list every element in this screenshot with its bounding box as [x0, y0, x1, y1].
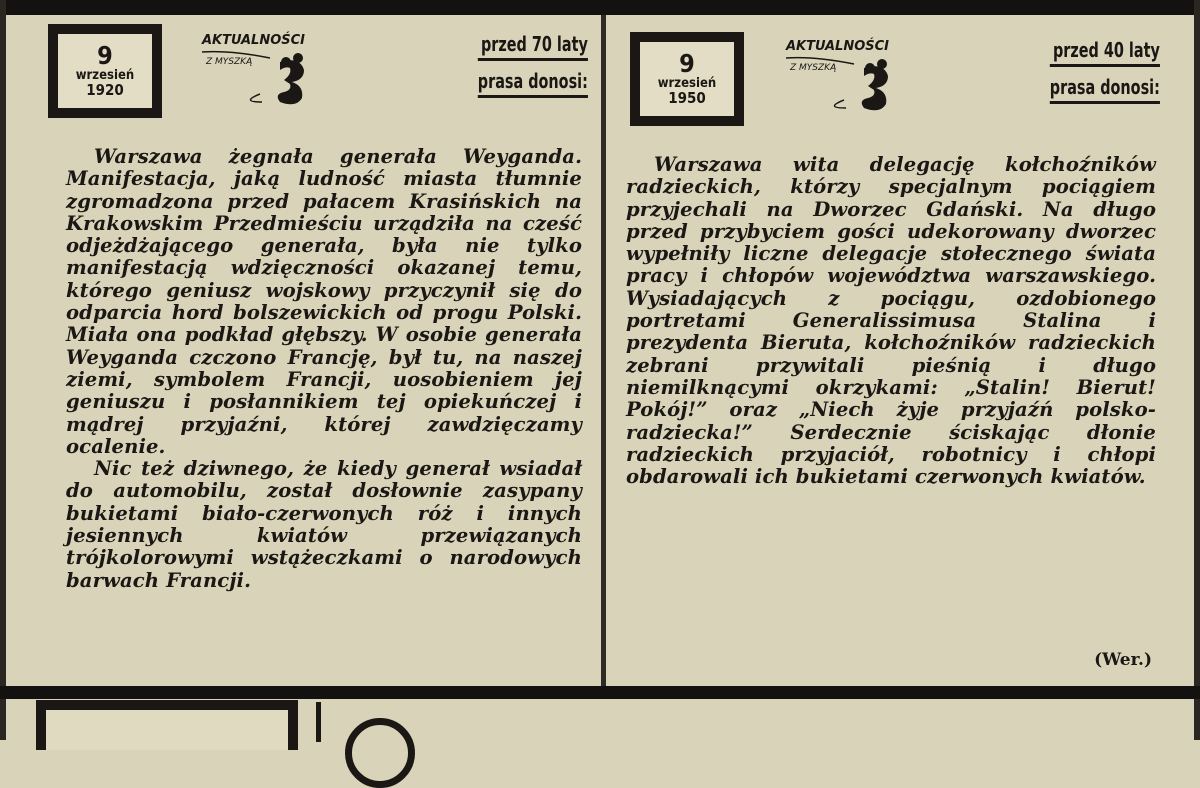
right-logo-line1: AKTUALNOŚCI [786, 39, 889, 54]
right-date-box [630, 32, 744, 126]
right-paragraph-1: Warszawa wita delegację kołchoźników radzieckich, którzy specjalnym pociągiem przyjechali na Dworzec Gdański. Na długo przed przybyciem gości udekorowany dworzec wypełniły liczne delegacje stołecznego świata pracy i chłopów województwa warszawskiego. Wysiadających z pociągu, ozdobionego portretami Generalissimusa Stalina i prezydenta Bieruta, kołchoźników radzieckich zebrani przywitali pieśnią i długo niemilknącymi okrzykami: „Stalin! Bierut! Pokój!” oraz „Niech żyje przyjaźń polsko-radziecka!” Serdecznie ściskając dłonie radzieckich przyjaciół, robotnicy i chłopi obdarowali ich bukietami czerwonych kwiatów. [626, 153, 1156, 489]
right-signature: (Wer.) [1094, 650, 1152, 670]
next-date-box [36, 700, 298, 750]
right-heading [1050, 38, 1160, 112]
left-heading [478, 32, 588, 106]
left-heading-line1: przed 70 laty [478, 32, 588, 61]
right-article [626, 154, 1156, 488]
left-mouse-logo [200, 28, 320, 108]
column-divider [601, 15, 606, 687]
left-date-year: 1920 [86, 81, 124, 100]
right-mouse-logo [784, 34, 904, 114]
left-paragraph-1: Warszawa żegnała generała Weyganda. Manifestacja, jaką ludność miasta tłumnie zgromadzona przed pałacem Krasińskich na Krakowskim Przedmieściu urządziła na cześć odjeżdżającego generała, była nie tylko manifestacją wdzięczności okazanej temu, którego geniusz wojskowy przyczynił się do odparcia hord bolszewickich od progu Polski. Miała ona podkład głębszy. W osobie generała Weyganda czczono Francję, był tu, na naszej ziemi, symbolem Francji, uosobieniem jej geniuszu i posłannikiem tej opiekuńczej i mądrej przyjaźni, której zawdzięczamy ocalenie. [66, 145, 582, 458]
left-paragraph-2: Nic też dziwnego, że kiedy generał wsiadał do automobilu, został dosłownie zasypany bukietami biało-czerwonych róż i innych jesiennych kwiatów przewiązanych trójkolorowymi wstążeczkami o narodowych barwach Francji. [66, 457, 582, 592]
right-logo-line2: Z MYSZKĄ [790, 63, 837, 73]
left-date-month: wrzesień [75, 68, 135, 84]
right-date-day: 9 [679, 49, 695, 79]
bottom-vertical-line [316, 702, 321, 742]
right-border [1194, 0, 1200, 740]
left-logo-line1: AKTUALNOŚCI [202, 33, 305, 48]
left-article [66, 146, 582, 592]
bottom-rule [0, 686, 1200, 699]
bottom-logo-arc [345, 718, 415, 788]
left-date-box [48, 24, 162, 118]
left-logo-line2: Z MYSZKĄ [206, 57, 253, 67]
right-date-year: 1950 [668, 89, 706, 108]
right-heading-line1: przed 40 laty [1050, 38, 1160, 67]
left-border [0, 0, 6, 740]
left-heading-line2: prasa donosi: [478, 69, 588, 98]
right-heading-line2: prasa donosi: [1050, 75, 1160, 104]
top-rule [0, 0, 1200, 15]
left-date-day: 9 [97, 41, 113, 71]
right-date-month: wrzesień [657, 76, 717, 92]
